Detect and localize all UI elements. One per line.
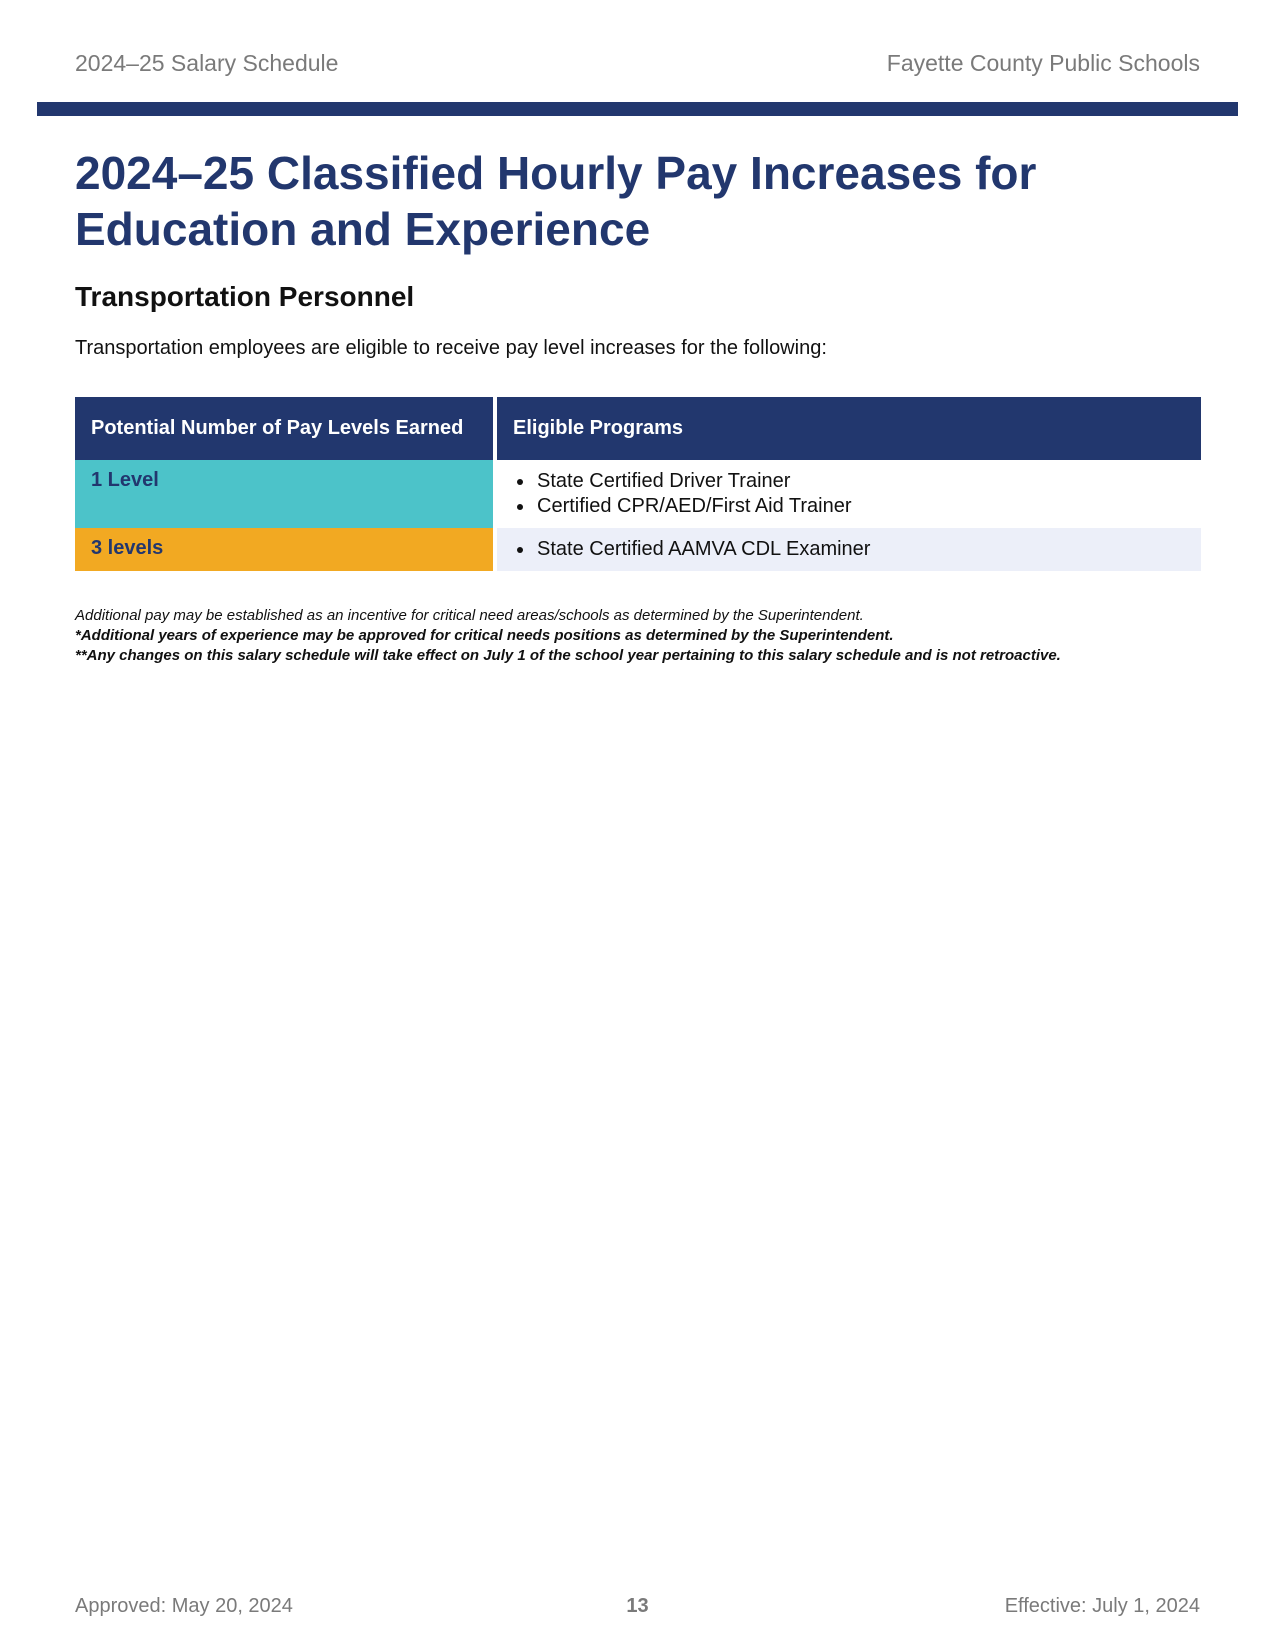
table-row	[75, 460, 1201, 528]
footer-approved-date: Approved: May 20, 2024	[75, 1595, 293, 1617]
programs-cell	[495, 528, 1201, 571]
intro-text: Transportation employees are eligible to receive pay level increases for the following:	[75, 337, 827, 359]
programs-cell	[495, 460, 1201, 528]
page-title: 2024–25 Classified Hourly Pay Increases for Education and Experience	[75, 147, 1037, 255]
program-list	[513, 537, 1185, 562]
program-item: • State Certified Driver Trainer	[535, 469, 1185, 494]
pay-level-cell: 3 levels	[75, 528, 495, 571]
footnote-incentive: Additional pay may be established as an incentive for critical need areas/schools as determined by the Superintendent.	[75, 607, 864, 624]
table-row	[75, 528, 1201, 571]
section-subtitle: Transportation Personnel	[75, 281, 415, 312]
footnote-changes: **Any changes on this salary schedule will take effect on July 1 of the school year pertaining to this salary schedule and is not retroactive.	[75, 647, 1061, 664]
footnotes	[75, 606, 1205, 666]
program-item: • Certified CPR/AED/First Aid Trainer	[535, 494, 1185, 519]
pay-level-cell: 1 Level	[75, 460, 495, 528]
page-number: 13	[626, 1595, 649, 1617]
table-header-row	[75, 397, 1201, 460]
header-left-title: 2024–25 Salary Schedule	[75, 50, 339, 76]
header-rule	[37, 102, 1238, 116]
header-organization: Fayette County Public Schools	[886, 50, 1200, 76]
program-item: • State Certified AAMVA CDL Examiner	[535, 537, 1185, 562]
column-header-programs: Eligible Programs	[495, 397, 1201, 460]
footer-effective-date: Effective: July 1, 2024	[1004, 1595, 1200, 1617]
program-list	[513, 469, 1185, 519]
footnote-experience: *Additional years of experience may be approved for critical needs positions as determined by the Superintendent.	[75, 627, 894, 644]
pay-levels-table	[75, 397, 1201, 571]
column-header-levels: Potential Number of Pay Levels Earned	[75, 397, 495, 460]
